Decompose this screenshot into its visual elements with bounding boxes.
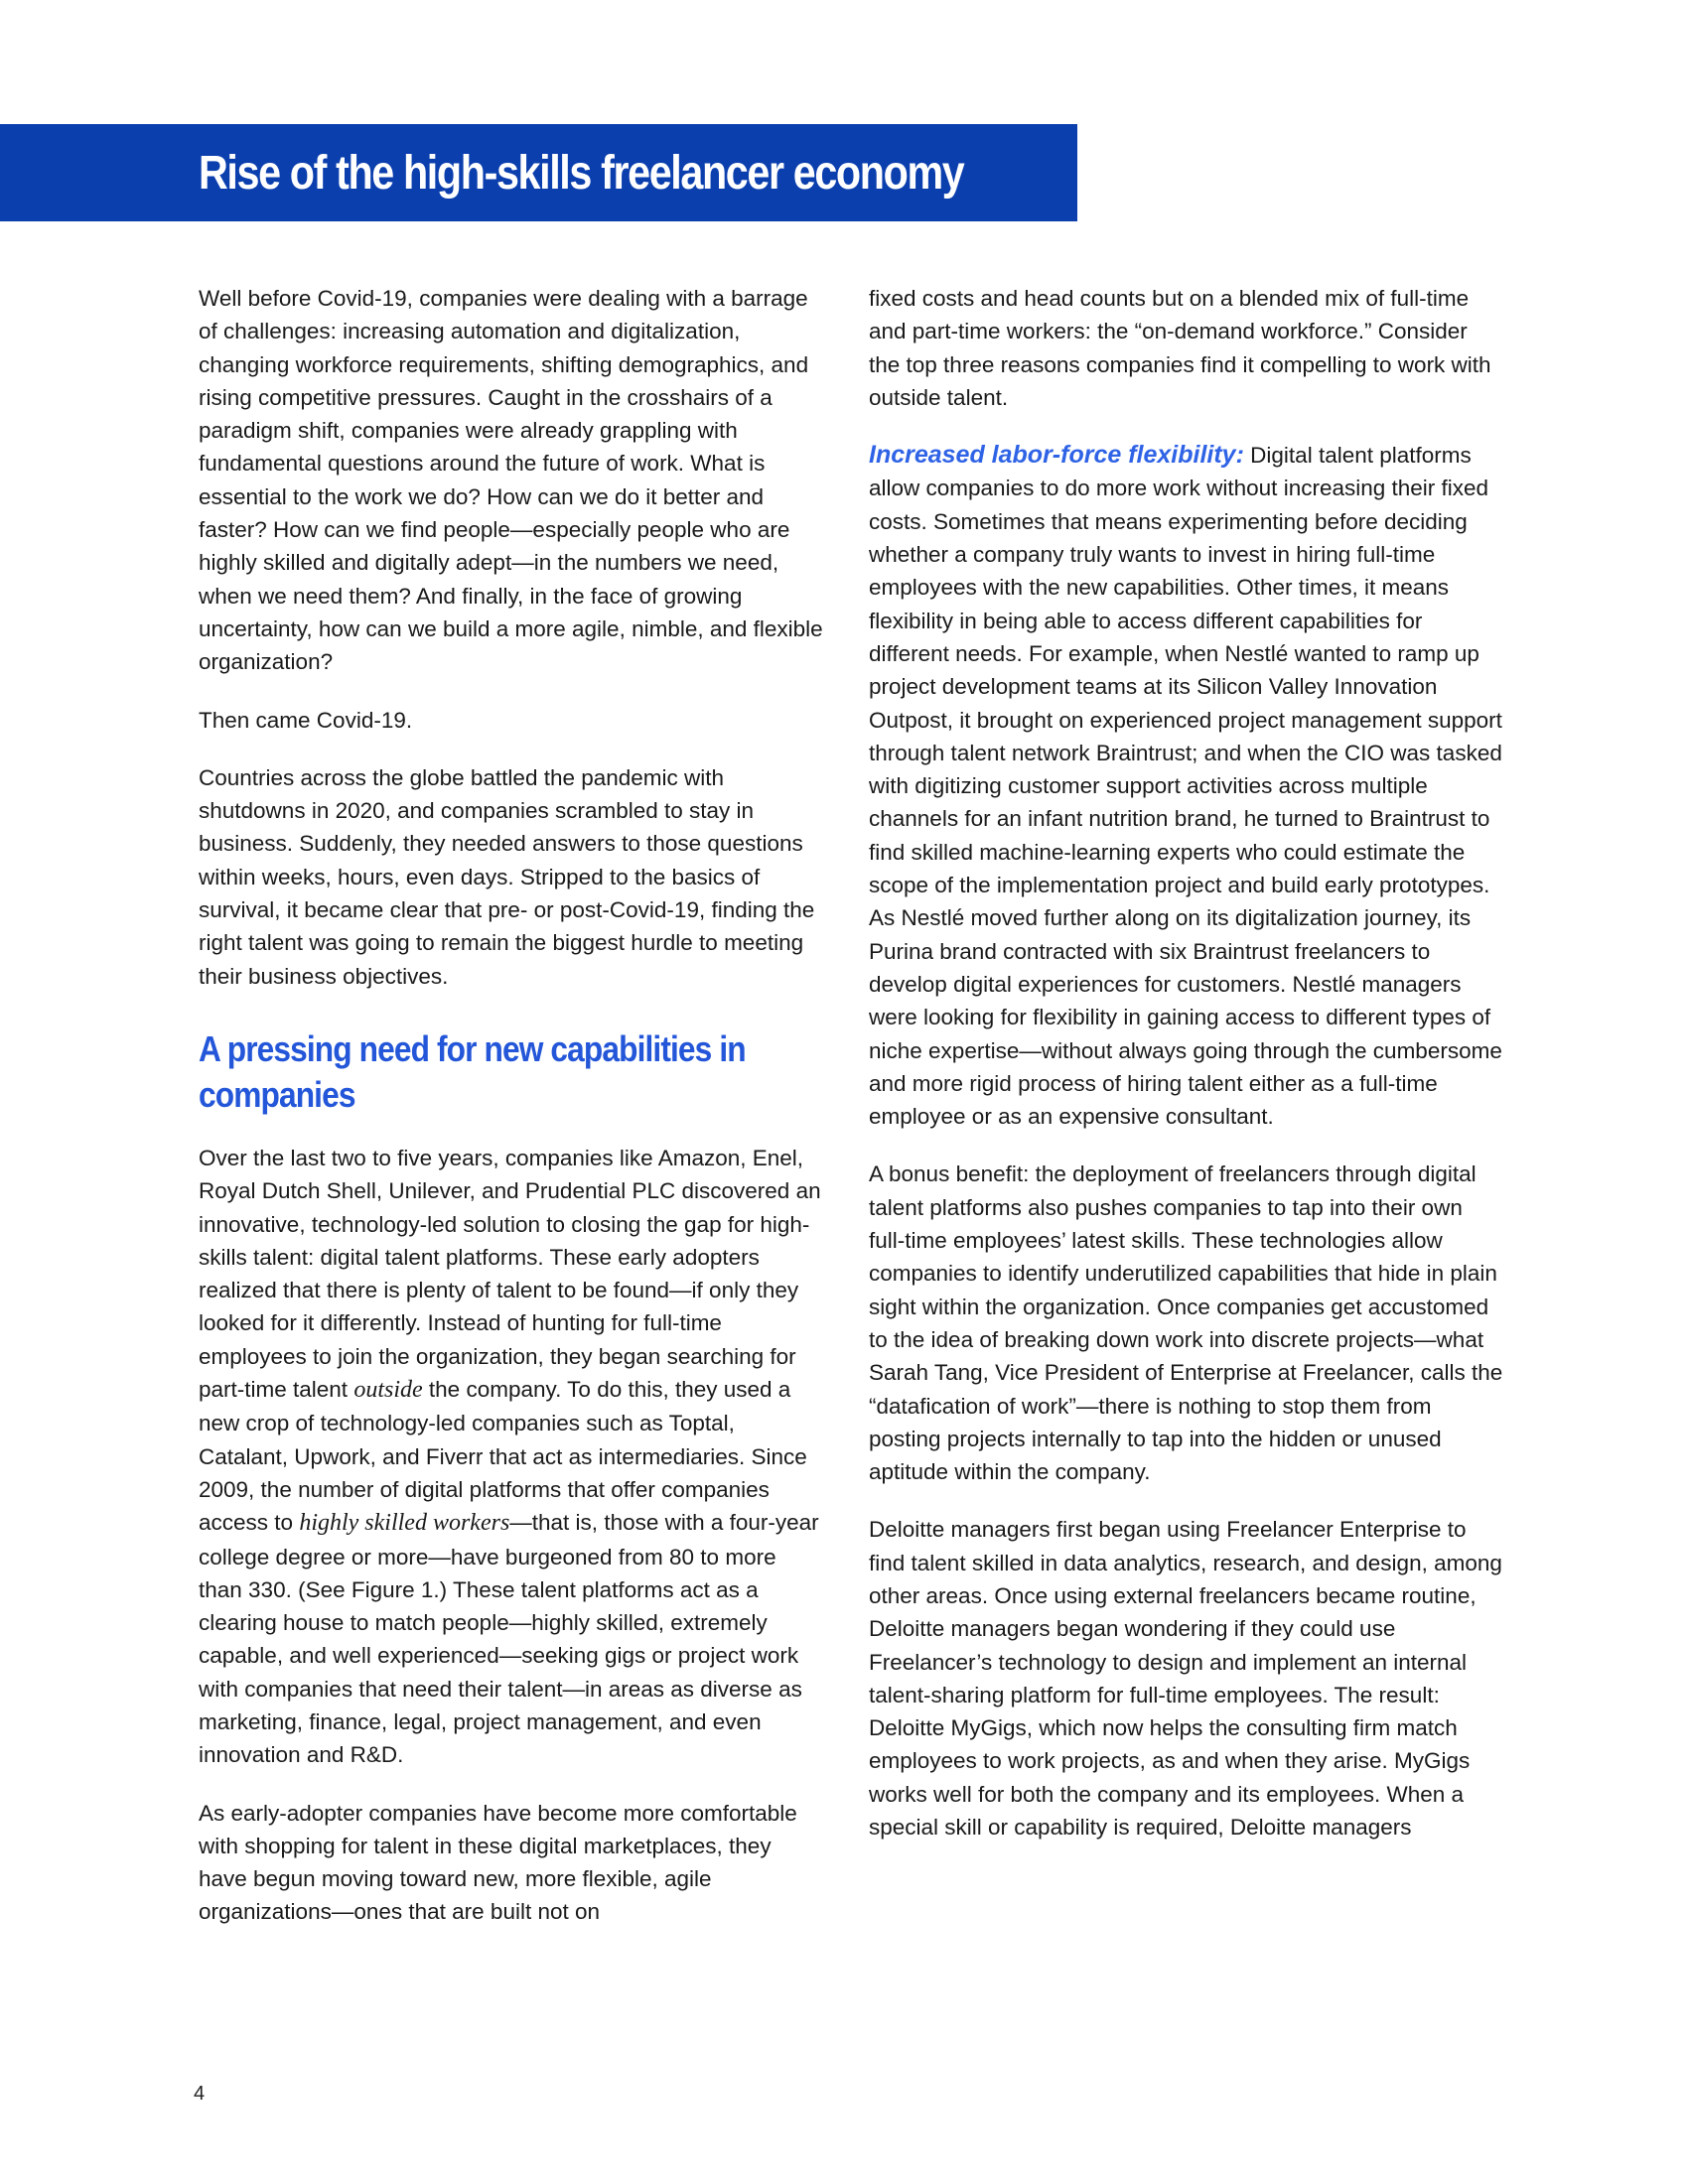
paragraph-pandemic: Countries across the globe battled the pandemic with shutdowns in 2020, and companies scrambled to stay in business. Suddenly, they needed answers to those questions within weeks, hours, even days. Stripped to the basics of survival, it became clear that pre- or post-Covid-19, finding the right talent was going to remain the biggest hurdle to meeting their business objectives. bbox=[199, 764, 815, 989]
text-span: Digital talent platforms allow companies to do more work without increasing their fixed costs. Sometimes that means experimenting before deciding whether a company truly wants to invest in hiring full-time employees with the new capabilities. Other times, it means flexibility in being able to access different capabilities for different needs. For example, when Nestlé wanted to ramp up project development teams at its Silicon Valley Innovation Outpost, it brought on experienced project management support through talent network Braintrust; and when the CIO was tasked with digitizing customer support activities across multiple channels for an infant nutrition brand, he turned to Braintrust to find skilled machine-learning experts who could estimate the scope of the implementation project and build early prototypes. As Nestlé moved further along on its digitalization journey, its Purina brand contracted with six Braintrust freelancers to develop digital experiences for customers. Nestlé managers were looking for flexibility in gaining access to different types of niche expertise—without always going through the cumbersome and more rigid process of hiring talent either as a full-time employee or as an expensive consultant. bbox=[869, 443, 1502, 1130]
text-span: Over the last two to five years, companies like Amazon, Enel, Royal Dutch Shell, Unilever, and Prudential PLC discovered an innovative, technology-led solution to closing the gap for high-skills talent: digital talent platforms. These early adopters realized that there is plenty of talent to be found—if only they looked for it differently. Instead of hunting for full-time employees to join the organization, they began searching for part-time talent bbox=[199, 1145, 821, 1403]
text-span: —that is, those with a four-year college degree or more—have burgeoned from 80 to more than 330. (See Figure 1.) These talent platforms act as a clearing house to match people—highly skilled, extremely capable, and well experienced—seeking gigs or project work with companies that need their talent—in areas as diverse as marketing, finance, legal, project management, and even innovation and R&D. bbox=[199, 1510, 819, 1768]
title-banner bbox=[0, 124, 1077, 221]
italic-outside: outside bbox=[353, 1377, 423, 1404]
paragraph-covid: Then came Covid-19. bbox=[199, 707, 413, 733]
right-column bbox=[869, 282, 1504, 1868]
text-span: the company. To do this, they used a new crop of technology-led companies such as Toptal, Catalant, Upwork, and Fiverr that act as intermediaries. Since 2009, the number of digital platforms that offer companies access to bbox=[199, 1377, 807, 1536]
page-number: 4 bbox=[194, 2083, 206, 2105]
paragraph-intro: Well before Covid-19, companies were dealing with a barrage of challenges: increasing automation and digitalization, changing workforce requirements, shifting demographics, and rising competitive pressures. Caught in the crosshairs of a paradigm shift, companies were already grappling with fundamental questions around the future of work. What is essential to the work we do? How can we do it better and faster? How can we find people—especially people who are highly skilled and digitally adept—in the numbers we need, when we need them? And finally, in the face of growing uncertainty, how can we build a more agile, nimble, and flexible organization? bbox=[199, 286, 823, 675]
paragraph-flexibility bbox=[869, 439, 1504, 1133]
lead-in-heading: Increased labor-force flexibility: bbox=[869, 441, 1244, 470]
page-title: Rise of the high-skills freelancer economy bbox=[199, 146, 964, 200]
paragraph-early-adopters: As early-adopter companies have become more comfortable with shopping for talent in these digital marketplaces, they have begun moving toward new, more flexible, agile organizations—ones that are built not on bbox=[199, 1800, 797, 1925]
paragraph-platforms bbox=[199, 1142, 824, 1772]
paragraph-bonus-benefit: A bonus benefit: the deployment of freelancers through digital talent platforms also pushes companies to tap into their own full-time employees’ latest skills. These technologies allow companies to identify underutilized capabilities that hide in plain sight within the organization. Once companies get accustomed to the idea of breaking down work into discrete projects—what Sarah Tang, Vice President of Enterprise at Freelancer, calls the “datafication of work”—there is nothing to stop them from posting projects internally to tap into the hidden or unused aptitude within the company. bbox=[869, 1161, 1503, 1485]
section-heading: A pressing need for new capabilities in companies bbox=[199, 1027, 746, 1115]
paragraph-deloitte: Deloitte managers first began using Freelancer Enterprise to find talent skilled in data analytics, research, and design, among other areas. Once using external freelancers became routine, Deloitte managers began wondering if they could use Freelancer’s technology to design and implement an internal talent-sharing platform for full-time employees. The result: Deloitte MyGigs, which now helps the consulting firm match employees to work projects, as and when they arise. MyGigs works well for both the company and its employees. When a special skill or capability is required, Deloitte managers bbox=[869, 1517, 1502, 1841]
left-column bbox=[199, 282, 824, 1954]
italic-highly-skilled: highly skilled workers bbox=[299, 1510, 510, 1537]
paragraph-fixed-costs: fixed costs and head counts but on a blended mix of full-time and part-time workers: the “on-demand workforce.” Consider the top three reasons companies find it compelling to work with outside talent. bbox=[869, 286, 1491, 410]
